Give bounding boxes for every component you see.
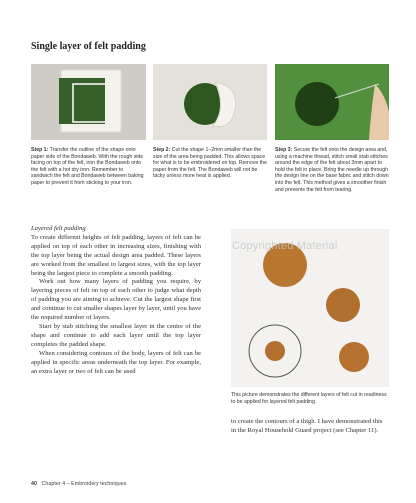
subheading-layered-felt: Layered felt padding [31, 225, 86, 232]
layered-felt-photo [231, 229, 389, 387]
body-text-continuation [231, 418, 389, 436]
paragraph-4: When considering contours of the body, layers of felt can be applied in specific areas underneath the top layer. For example, an extra layer or two of felt can be used [31, 349, 201, 375]
page-footer [31, 481, 126, 487]
body-text-column [31, 225, 201, 376]
page-number: 40 [31, 481, 37, 487]
figure-caption: This picture demonstrates the different layers of felt cut in readiness to be applied for layered felt padding. [231, 392, 387, 405]
step-2-caption [153, 147, 268, 180]
step-3-photo [275, 64, 389, 140]
step-3-text: Secure the felt onto the design area and, using a machine thread, stitch small stab stitches around the edge of the felt about 3mm apart to hold the felt in place. Bring the needle up through the design line on the base fabric and stitch down into the felt. This method gives a smoother finish and prevents the felt from tearing. [275, 147, 389, 193]
step-1-text: Transfer the outline of the shape onto paper side of the Bondaweb. With the rough side facing on top of the felt, iron the Bondaweb onto the felt with a hot dry iron. Remember to sandwich the felt and Bondaweb between baking paper to prevent it from sticking to your iron. [31, 147, 144, 186]
paragraph-2: Work out how many layers of padding you require, by layering pieces of felt on top of each other to judge what depth of padding you are aiming to achieve. Cut the largest shape first and continue to cut smaller shapes layer by layer, until you have the required number of layers. [31, 278, 201, 322]
section-heading: Single layer of felt padding [31, 41, 146, 52]
step-2-photo [153, 64, 267, 140]
step-2-text: Cut the shape 1–2mm smaller than the size of the area being padded. This allows space for what is to be embroidered on top. Remove the paper from the felt. The Bondaweb will not be tacky unless more heat is applied. [153, 147, 267, 180]
step-1-photo [31, 64, 146, 140]
step-2-label: Step 2: [153, 147, 171, 153]
paragraph-1: To create different heights of felt padding, layers of felt can be applied on top of each other in increasing sizes, finishing with the top layer being the actual design area padded. These layers are worked from the smallest to largest sizes, with the top layer being the largest piece to complete a smooth padding. [31, 233, 201, 277]
step-1-caption [31, 147, 146, 187]
running-title: Chapter 4 – Embroidery techniques [41, 481, 127, 487]
paragraph-continuation: to create the contours of a thigh. I have demonstrated this in the Royal Household Guard project (see Chapter 11). [231, 418, 383, 434]
copyright-watermark: Copyrighted Material [232, 240, 338, 252]
step-1-label: Step 1: [31, 147, 49, 153]
step-3-label: Step 3: [275, 147, 293, 153]
paragraph-3: Start by stab stitching the smallest layer in the centre of the shape and continue to add each layer until the top layer completes the padded shape. [31, 322, 201, 348]
step-3-caption [275, 147, 390, 193]
